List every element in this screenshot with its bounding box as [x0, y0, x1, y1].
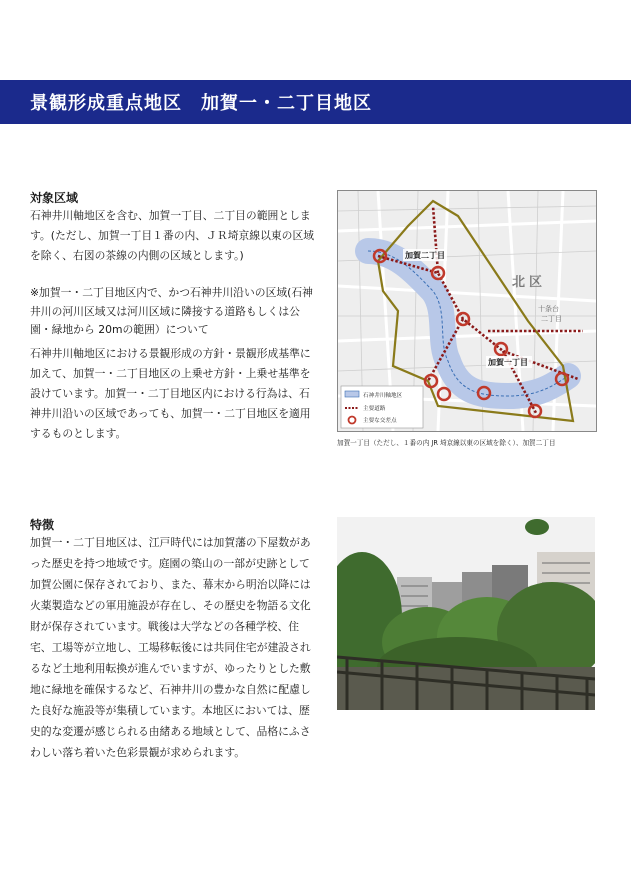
legend-label-intersection: 主要な交差点	[363, 418, 397, 424]
map-label-kaga1: 加賀一丁目	[488, 358, 528, 367]
features-description: 加賀一・二丁目地区は、江戸時代には加賀藩の下屋数があった歴史を持つ地域です。庭園の築山の一部が史跡として加賀公園に保存されており、また、幕末から明治以降には火薬製造などの軍用施設が存在し、その歴史を物語る文化財が保存されています。戦後は大学などの各種学校、住宅、工場等が立地し、工場移転後には共同住宅が建設されるなど土地利用転換が進んでいますが、ゆったりとした敷地に緑地を確保するなど、石神井川の豊かな自然に配慮した良好な施設等が集積しています。本地区においては、歴史的な変遷が感じられる由緒ある地域として、品格にふさわしい落ち着いた色彩景観が求められます。	[30, 536, 311, 759]
legend-label-river: 石神井川軸地区	[363, 393, 403, 399]
map-label-nichome: 二丁目	[541, 315, 562, 323]
legend-label-road: 主要道路	[363, 406, 386, 412]
standards-description: 石神井川軸地区における景観形成の方針・景観形成基準に加えて、加賀一・二丁目地区の上乗せ方針・上乗せ基準を設けています。加賀一・二丁目地区内における行為は、石神井川沿いの区域であっても、加賀一・二丁目地区を適用するものとします。	[30, 347, 311, 440]
map-caption: 加賀一丁目（ただし、１番の内 JR 埼京線以東の区域を除く）、加賀二丁目	[337, 439, 556, 447]
title-banner	[0, 80, 631, 124]
photo-graphic	[337, 517, 595, 710]
area-description: 石神井川軸地区を含む、加賀一丁目、二丁目の範囲とします。(ただし、加賀一丁目１番の内、ＪＲ埼京線以東の区域を除く、右図の茶線の内側の区域とします。)	[30, 209, 315, 262]
map-label-jujodai: 十条台	[538, 305, 559, 313]
section-heading-features: 特徴	[30, 518, 55, 532]
page-title: 景観形成重点地区 加賀一・二丁目地区	[30, 93, 372, 114]
legend-river-swatch	[345, 391, 359, 397]
district-map	[337, 190, 597, 432]
map-label-kita-ku: 北区	[512, 275, 547, 290]
river-photo	[337, 517, 595, 710]
section-heading-area: 対象区域	[30, 191, 79, 205]
river-zone-note: ※加賀一・二丁目地区内で、かつ石神井川沿いの区域(石神井川の河川区域又は河川区域に隣接する道路もしくは公園・緑地から 20mの範囲）について	[30, 286, 313, 336]
map-label-kaga2: 加賀二丁目	[405, 251, 445, 260]
map-graphic	[338, 191, 596, 431]
